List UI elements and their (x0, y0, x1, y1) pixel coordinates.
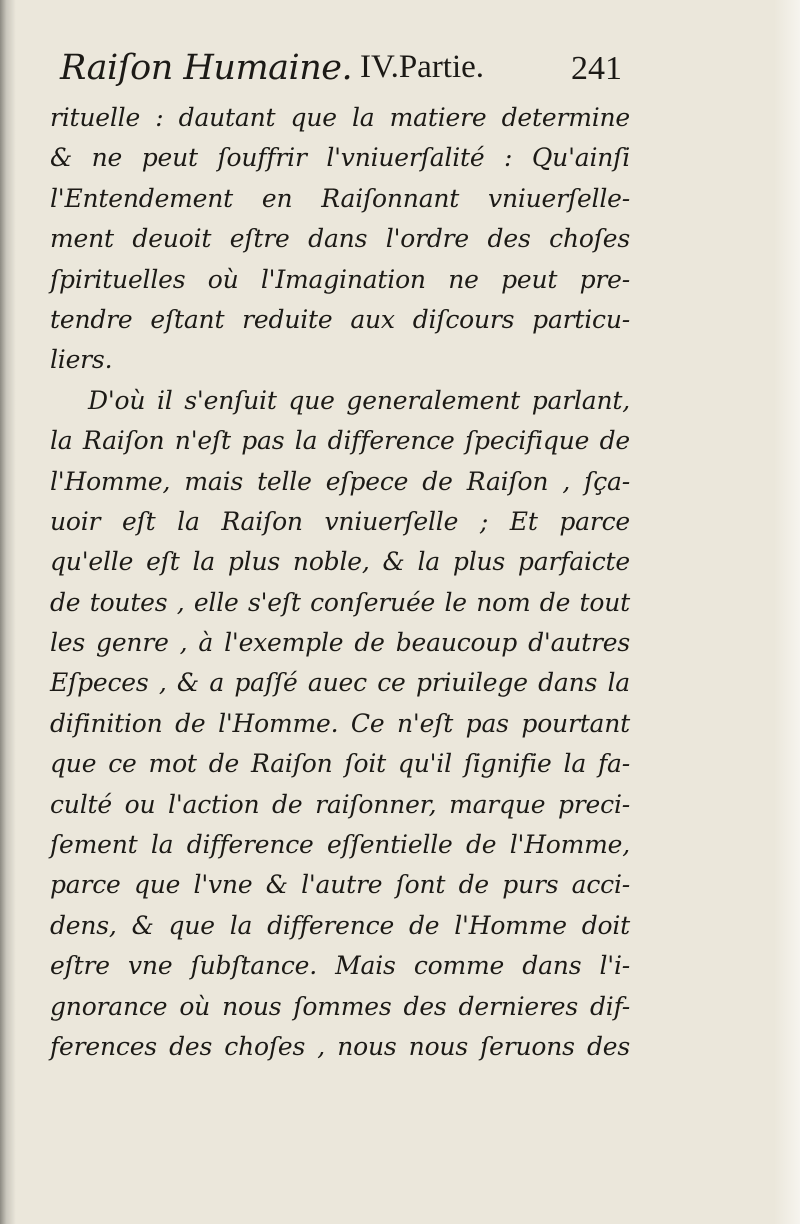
text-line: les genre , à l'exemple de beaucoup d'autres (50, 628, 630, 658)
text-line: culté ou l'action de raiſonner, marque preci- (50, 789, 630, 819)
part-label: IV.Partie. (360, 49, 485, 85)
text-line: ſement la difference eſſentielle de l'Homme, (50, 830, 630, 860)
text-line: difinition de l'Homme. Ce n'eſt pas pourtant (50, 708, 630, 738)
text-line: gnorance où nous ſommes des dernieres dif- (50, 991, 630, 1021)
text-line: ſpirituelles où l'Imagination ne peut pre- (50, 264, 630, 294)
text-line: qu'elle eſt la plus noble, & la plus parfaicte (50, 547, 630, 577)
body-text (50, 98, 630, 1067)
text-line: rituelle : dautant que la matiere determine (50, 103, 630, 132)
text-line: l'Entendement en Raiſonnant vniuerſelle- (50, 183, 630, 213)
text-line: de toutes , elle s'eſt conſeruée le nom de tout (50, 587, 630, 617)
text-line: & ne peut ſouffrir l'vniuerſalité : Qu'ainſi (50, 143, 630, 173)
text-line: ment deuoit eſtre dans l'ordre des choſes (50, 224, 630, 254)
text-line: parce que l'vne & l'autre ſont de purs acci- (50, 870, 630, 900)
text-line: liers. (50, 345, 113, 375)
text-line: que ce mot de Raiſon ſoit qu'il ſignifie la fa- (50, 749, 630, 779)
text-line: uoir eſt la Raiſon vniuerſelle ; Et parce (50, 506, 630, 536)
text-line: dens, & que la difference de l'Homme doit (50, 910, 630, 940)
page-gutter-shadow (0, 0, 16, 1224)
text-line: l'Homme, mais telle eſpece de Raiſon , ſça- (50, 466, 630, 496)
running-title: Raiſon Humaine. (60, 48, 353, 88)
text-line: ferences des choſes , nous nous ſeruons des (50, 1031, 630, 1061)
text-line: la Raiſon n'eſt pas la difference ſpecifique de (50, 426, 630, 456)
text-line: tendre eſtant reduite aux diſcours particu- (50, 304, 630, 334)
text-line: Eſpeces , & a paſſé auec ce priuilege dans la (50, 668, 630, 698)
text-line: eſtre vne ſubſtance. Mais comme dans l'i- (50, 951, 630, 981)
page-edge (774, 0, 800, 1224)
page-number: 241 (571, 50, 622, 87)
text-line: D'où il s'enſuit que generalement parlant, (88, 385, 630, 415)
